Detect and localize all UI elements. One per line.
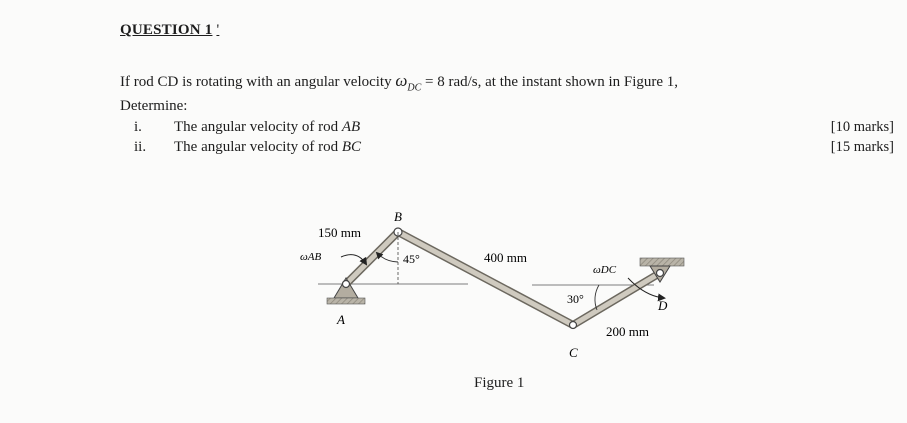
omega-dc-subscript: DC bbox=[407, 82, 422, 94]
determine-label: Determine: bbox=[120, 98, 188, 114]
item-rod: AB bbox=[341, 119, 361, 135]
item-marks: [15 marks] bbox=[830, 139, 894, 155]
pin-a bbox=[343, 281, 350, 288]
rod-bc-fill bbox=[398, 232, 573, 325]
label-len-bc: 400 mm bbox=[484, 250, 527, 265]
label-omega-ab: ωAB bbox=[300, 251, 322, 263]
item-number: i. bbox=[134, 119, 142, 135]
support-d-base bbox=[640, 258, 684, 266]
label-angle-30: 30° bbox=[567, 292, 584, 306]
support-a-base bbox=[327, 298, 365, 304]
item-rod: BC bbox=[341, 139, 362, 155]
figure-caption: Figure 1 bbox=[474, 375, 525, 391]
label-omega-dc: ωDC bbox=[593, 264, 617, 276]
question-title-text: QUESTION 1 bbox=[120, 22, 213, 38]
item-text-prefix: The angular velocity of rod bbox=[174, 139, 342, 155]
label-d: D bbox=[658, 298, 668, 313]
item-text-prefix: The angular velocity of rod bbox=[174, 119, 342, 135]
intro-suffix: = 8 rad/s, at the instant shown in Figure 1, bbox=[421, 74, 679, 90]
pin-d bbox=[657, 270, 664, 277]
intro-prefix: If rod CD is rotating with an angular velocity bbox=[120, 74, 396, 90]
item-marks: [10 marks] bbox=[830, 119, 894, 135]
label-len-ab: 150 mm bbox=[318, 225, 361, 240]
item-number: ii. bbox=[134, 139, 147, 155]
label-c: C bbox=[569, 345, 578, 360]
label-b: B bbox=[394, 209, 402, 224]
omega-symbol: ω bbox=[395, 71, 408, 90]
label-a: A bbox=[337, 312, 345, 327]
tick-mark: ' bbox=[216, 22, 220, 38]
rod-cd-fill bbox=[573, 273, 660, 325]
label-angle-45: 45° bbox=[403, 252, 420, 266]
pin-c bbox=[570, 322, 577, 329]
label-len-cd: 200 mm bbox=[606, 324, 649, 339]
